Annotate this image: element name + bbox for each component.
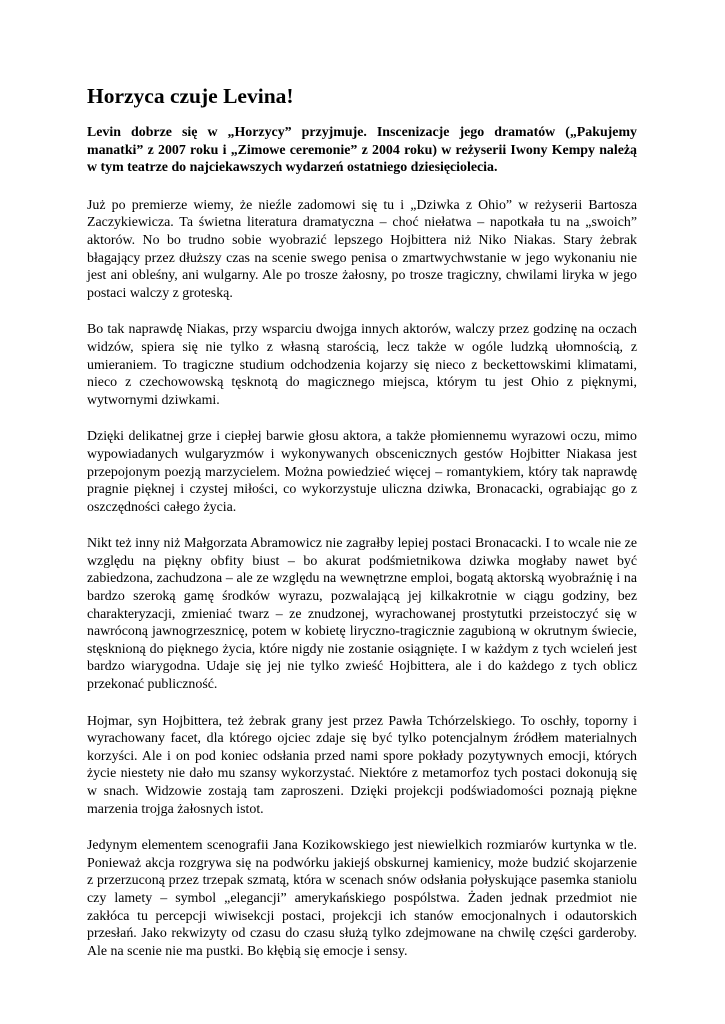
article-lead: Levin dobrze się w „Horzycy” przyjmuje. Inscenizacje jego dramatów („Pakujemy manatki” z 2007 roku i „Zimowe ceremonie” z 2004 roku) w reżyserii Iwony Kempy należą w tym teatrze do najciekawszych wydarzeń ostatniego dziesięciolecia. <box>87 125 637 176</box>
article-title: Horzyca czuje Levina! <box>87 84 294 108</box>
paragraph-1: Już po premierze wiemy, że nieźle zadomowi się tu i „Dziwka z Ohio” w reżyserii Bartosza Zaczykiewicza. Ta świetna literatura dramatyczna – choć niełatwa – napotkała tu na „swoich” aktorów. No bo trudno sobie wyobrazić lepszego Hojbittera niż Niko Niakas. Stary żebrak błagający przez dłuższy czas na scenie swego penisa o zmartwychwstanie w jego wykonaniu nie jest ani obleśny, ani wulgarny. Ale po trosze żałosny, po trosze tragiczny, chwilami liryka w jego postaci walczy z groteską. <box>87 197 637 301</box>
paragraph-3: Dzięki delikatnej grze i ciepłej barwie głosu aktora, a także płomiennemu wyrazowi oczu, mimo wypowiadanych wulgaryzmów i wykonywanych obscenicznych gestów Hojbitter Niakasa jest przepojonym poezją marzycielem. Można powiedzieć więcej – romantykiem, który tak naprawdę pragnie pięknej i czystej miłości, co wykorzystuje uliczna dziwka, Bronacacki, ograbiając go z oszczędności całego życia. <box>87 429 637 515</box>
paragraph-2: Bo tak naprawdę Niakas, przy wsparciu dwojga innych aktorów, walczy przez godzinę na oczach widzów, spiera się nie tylko z własną starością, lecz także w ogóle ludzką ułomnością, z umieraniem. To tragiczne studium odchodzenia kojarzy się nieco z beckettowskimi klimatami, nieco z czechowowską tęsknotą do magicznego miejsca, którym tu jest Ohio z pięknymi, wytwornymi dziwkami. <box>87 322 637 408</box>
paragraph-5: Hojmar, syn Hojbittera, też żebrak grany jest przez Pawła Tchórzelskiego. To oschły, toporny i wyrachowany facet, dla którego ojciec zdaje się być tylko potencjalnym źródłem materialnych korzyści. Ale i on pod koniec odsłania przed nami spore pokłady pozytywnych emocji, których życie niestety nie dało mu szansy wykorzystać. Niektóre z metamorfoz tych postaci dokonują się w snach. Widzowie zostają tam zaproszeni. Dzięki projekcji podświadomości poznają piękne marzenia trojga żałosnych istot. <box>87 713 637 817</box>
document-page <box>87 82 637 979</box>
paragraph-6: Jedynym elementem scenografii Jana Kozikowskiego jest niewielkich rozmiarów kurtynka w tle. Ponieważ akcja rozgrywa się na podwórku jakiejś obskurnej kamienicy, może budzić skojarzenie z przerzuconą przez trzepak szmatą, która w scenach snów odsłania połyskujące pasemka staniolu czy lamety – symbol „elegancji” amerykańskiego pospólstwa. Żaden jednak przedmiot nie zakłóca tu percepcji wiwisekcji postaci, projekcji ich stanów emocjonalnych i odautorskich przesłań. Jako rekwizyty od czasu do czasu służą tylko zdejmowane na chwilę części garderoby. Ale na scenie nie ma pustki. Bo kłębią się emocje i sensy. <box>87 838 637 959</box>
paragraph-4: Nikt też inny niż Małgorzata Abramowicz nie zagrałby lepiej postaci Bronacacki. I to wcale nie ze względu na piękny obfity biust – bo akurat podśmietnikowa dziwka mogłaby nawet być zabiedzona, zachudzona – ale ze względu na wewnętrzne emploi, bogatą aktorską wyobraźnię i na bardzo szeroką gamę środków wyrazu, pozwalającą jej kilkakrotnie w ciągu godziny, bez charakteryzacji, zmieniać twarz – ze znudzonej, wyrachowanej prostytutki przeistoczyć się w nawróconą jawnogrzesznicę, potem w kobietę liryczno-tragicznie zagubioną w okrutnym świecie, stęsknioną do pięknego życia, które nigdy nie zostanie osiągnięte. I w każdym z tych wcieleń jest bardzo wiarygodna. Udaje się jej nie tylko zwieść Hojbittera, ale i do każdego z tych oblicz przekonać publiczność. <box>87 536 637 693</box>
